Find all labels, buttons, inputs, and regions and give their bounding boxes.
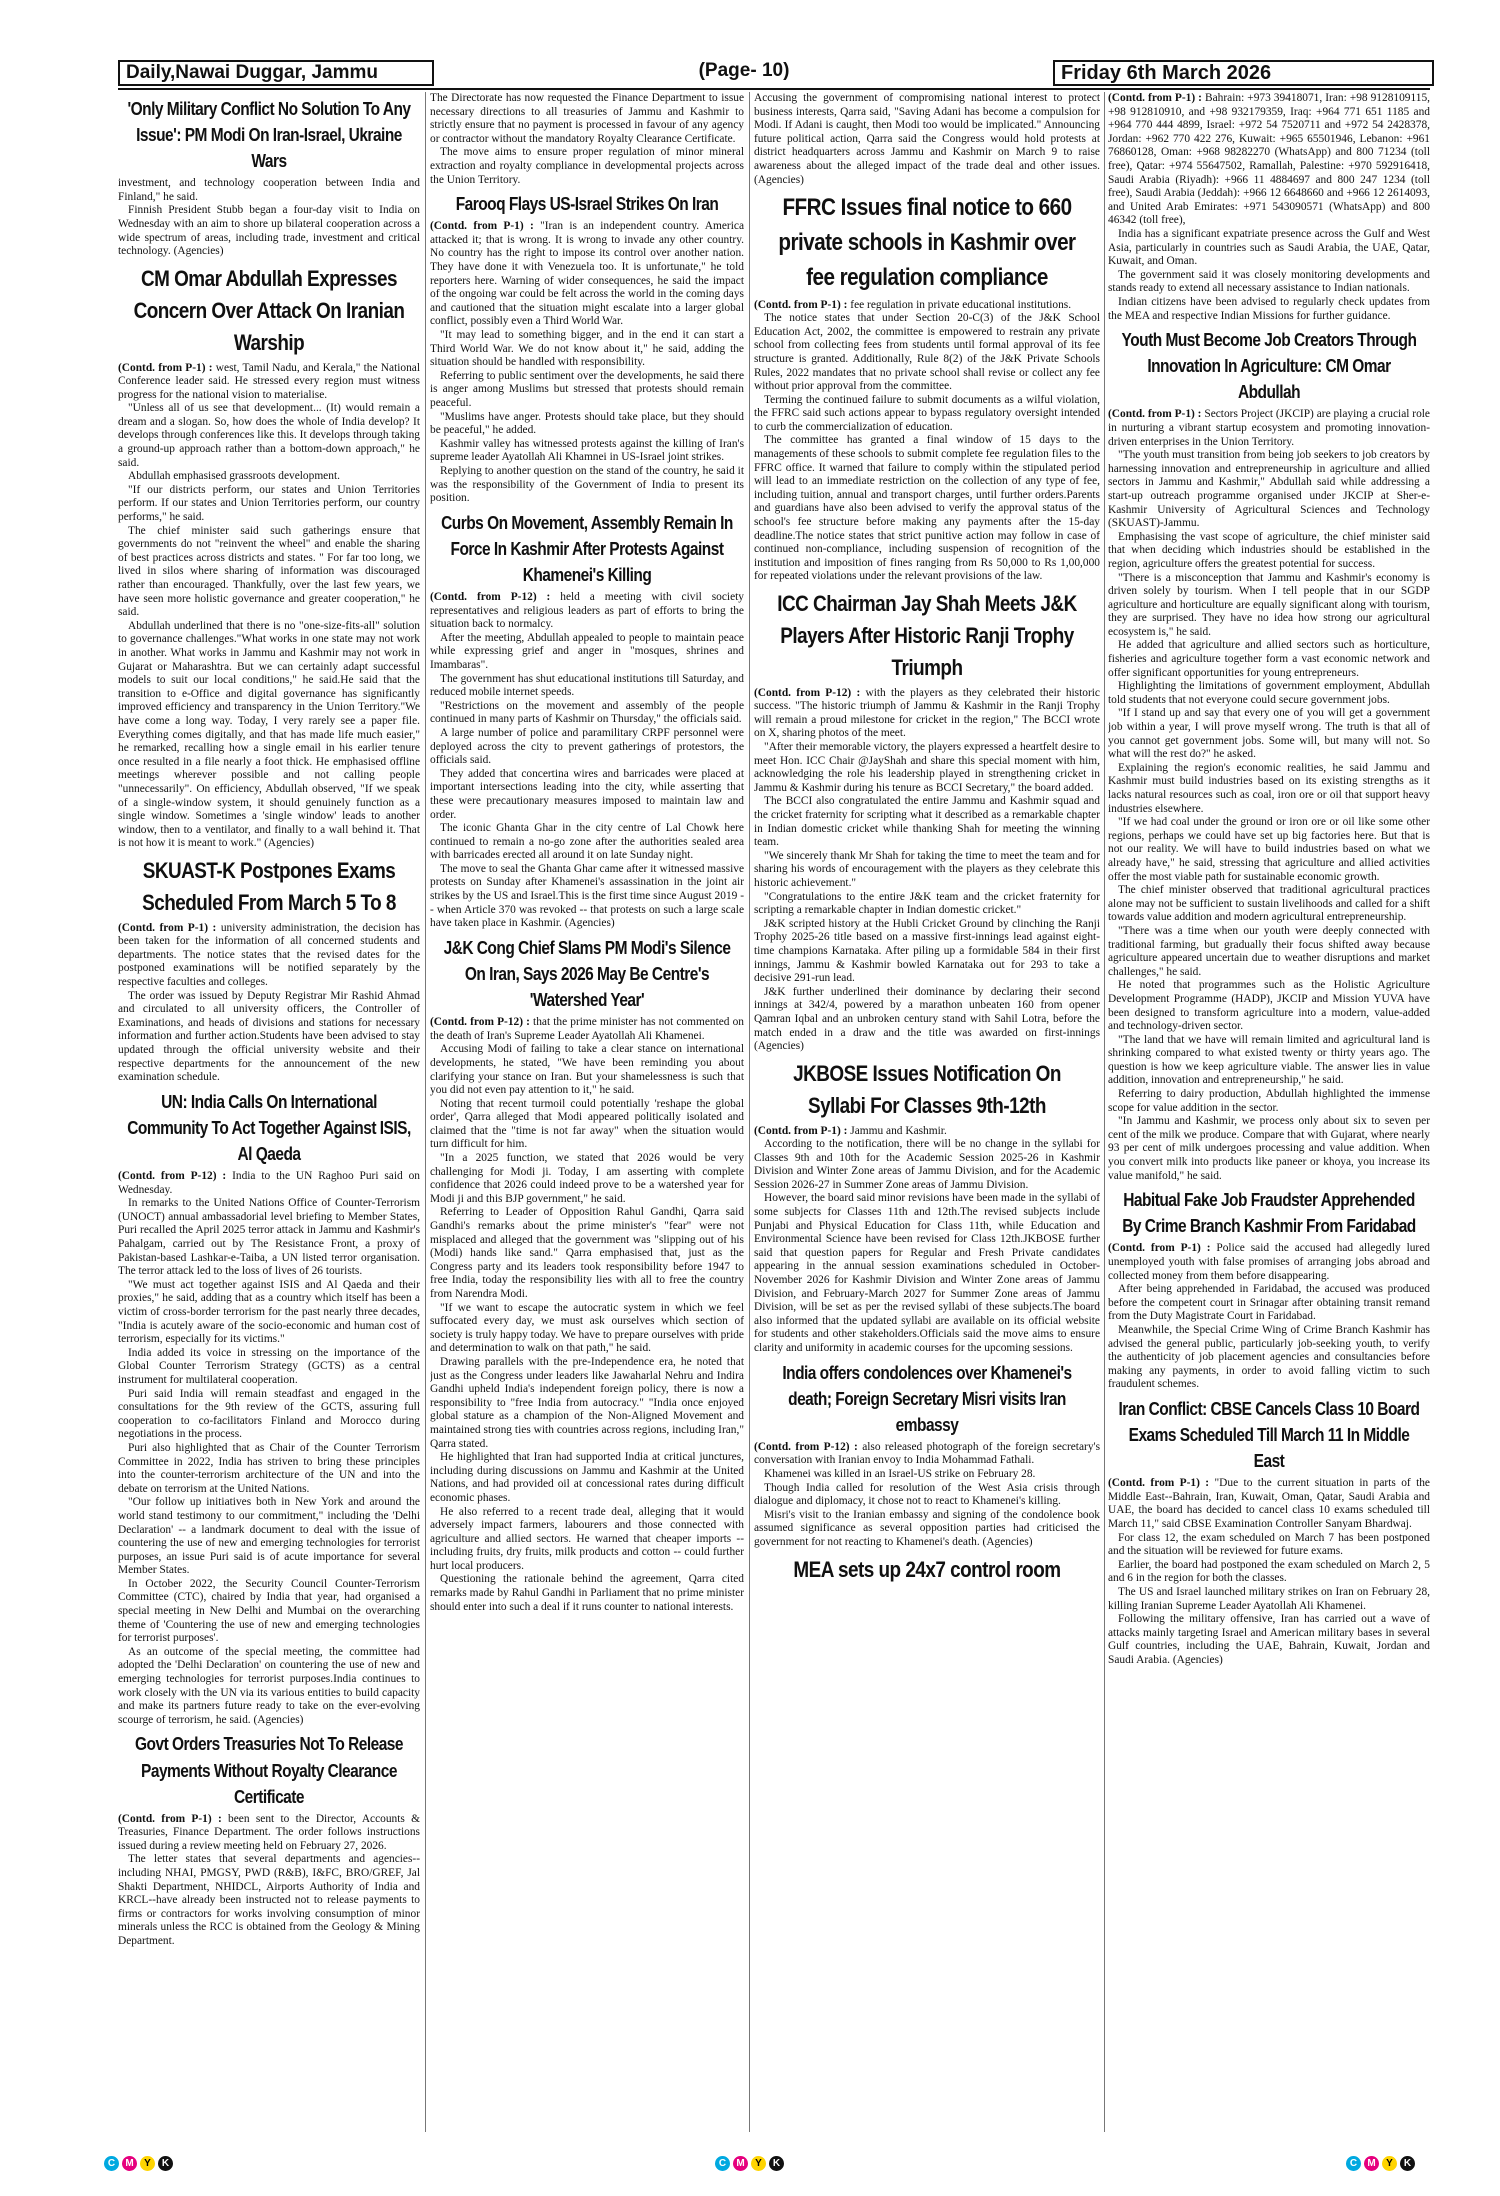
article-paragraph	[430, 1206, 744, 1301]
article-paragraph	[754, 312, 1100, 394]
paragraph-text: Earlier, the board had postponed the exam scheduled on March 2, 5 and 6 in the region for both the classes.	[1108, 1558, 1430, 1585]
article-paragraph	[430, 220, 744, 329]
article-paragraph	[430, 822, 744, 863]
article-paragraph	[430, 768, 744, 822]
article-paragraph	[1108, 531, 1430, 572]
paragraph-text: "There was a time when our youth were deeply connected with traditional farming, but gradually their focus shifted away because agriculture appeared uncertain due to weather disruptions and market challenges," he said.	[1108, 924, 1430, 978]
paragraph-text: Kashmir valley has witnessed protests against the killing of Iran's supreme leader Ayatollah Ali Khamnei in US-Israel joint strikes.	[430, 437, 744, 464]
paragraph-text: Khamenei was killed in an Israel-US strike on February 28.	[764, 1468, 1036, 1481]
continued-from-label: (Contd. from P-1) :	[754, 1124, 848, 1137]
paragraph-text: "Restrictions on the movement and assembly of the people continued in many parts of Kashmir on Thursday," the officials said.	[430, 699, 744, 726]
article-paragraph	[118, 1388, 420, 1442]
article-paragraph	[1108, 1115, 1430, 1183]
article	[754, 1058, 1100, 1356]
paragraph-text: "Congratulations to the entire J&K team and the cricket fraternity for scripting a remarkable chapter in Indian domestic cricket."	[754, 890, 1100, 917]
paragraph-text: "Iran is an independent country. America attacked it; that is wrong. It is wrong to invade any other country. No country has the right to impose its control over another nation. They have done it with Venezuela too. It is unfortunate," he told reporters here. Warning of wider consequences, he said the impact of the ongoing war could be felt across the world in the coming days and cautioned that the situation might escalate into a larger global conflict, possibly even a Third World War.	[430, 220, 744, 328]
article-headline: Iran Conflict: CBSE Cancels Class 10 Board Exams Scheduled Till March 11 In Middle East	[1118, 1398, 1420, 1472]
paragraph-text: The chief minister observed that traditional agricultural practices alone may not be sufficient to sustain livelihoods and called for a shift towards value addition and modern agricultural entrepreneurship.	[1108, 884, 1430, 924]
article-paragraph	[1108, 1477, 1430, 1531]
article-paragraph	[118, 1347, 420, 1388]
article-headline: ICC Chairman Jay Shah Meets J&K Players After Historic Ranji Trophy Triumph	[777, 591, 1077, 680]
continued-from-label: (Contd. from P-12) :	[754, 686, 861, 699]
yellow-dot: Y	[140, 2156, 155, 2171]
paragraph-text: The government has shut educational institutions till Saturday, and reduced mobile internet speeds.	[430, 672, 744, 699]
continued-from-label: (Contd. from P-12) :	[754, 1440, 858, 1453]
black-dot: K	[769, 2156, 784, 2171]
paragraph-text: also released photograph of the foreign secretary's conversation with Iranian envoy to India Mohammad Fathali.	[754, 1440, 1100, 1467]
yellow-dot: Y	[1382, 2156, 1397, 2171]
paragraph-text: Bahrain: +973 39418071, Iran: +98 9128109115, +98 912810910, and +98 932179359, Iraq: +964 771 651 1185 and +964 770 444 4899, Israel: +972 54 7520711 and +972 54 2428378, Jordan: +962 770 422 276, Kuwait: +965 65501946, Lebanon: +961 76860128, Oman: +968 98282270 (WhatsApp) and 800 71234 (toll free), Qatar: +974 55647502, Ramallah, Palestine: +970 592916418, Saudi Arabia (Riyadh): +966 11 4884697 and 800 247 1234 (toll free), Saudi Arabia (Jeddah): +966 12 6648660 and +966 12 2614093, and United Arab Emirates: +971 543090571 (WhatsApp) and 800 46342 (toll free),	[1108, 92, 1430, 227]
masthead-rule	[118, 88, 1430, 90]
paragraph-text: The Directorate has now requested the Finance Department to issue necessary directions to all treasuries of Jammu and Kashmir to strictly ensure that no payment is processed in favour of any agency or contractor without the mandatory Royalty Clearance Certificate.	[430, 92, 744, 145]
paragraph-text: Indian citizens have been advised to regularly check updates from the MEA and respective Indian Missions for further guidance.	[1108, 295, 1430, 322]
paragraph-text: fee regulation in private educational institutions.	[850, 298, 1072, 311]
column-2	[430, 92, 744, 2132]
article-paragraph	[118, 1496, 420, 1578]
paragraph-text: Explaining the region's economic realities, he said Jammu and Kashmir must build industries based on its existing strengths as it lacks natural resources such as coal, iron ore or oil that support heavy industries elsewhere.	[1108, 761, 1430, 815]
column-divider	[749, 92, 750, 2132]
article-paragraph	[118, 525, 420, 620]
article	[118, 263, 420, 851]
article	[754, 92, 1100, 187]
article-paragraph	[430, 700, 744, 727]
paragraph-text: He highlighted that Iran had supported India at critical junctures, including during discussions on Jammu and Kashmir at the United Nations, and had provided oil at concessional rates during difficult economic phases.	[430, 1451, 744, 1504]
article-paragraph	[1108, 762, 1430, 816]
article-paragraph	[430, 1506, 744, 1574]
continued-from-label: (Contd. from P-12) :	[430, 1016, 530, 1029]
article	[430, 510, 744, 931]
paragraph-text: Highlighting the limitations of government employment, Abdullah told students that not everyone could secure government jobs.	[1108, 680, 1430, 706]
continued-from-label: (Contd. from P-1) :	[430, 220, 534, 233]
article-paragraph	[430, 1043, 744, 1097]
cyan-dot: C	[715, 2156, 730, 2171]
article-paragraph	[754, 918, 1100, 986]
article-paragraph	[118, 1170, 420, 1197]
paragraph-text: The notice states that under Section 20-C(3) of the J&K School Education Act, 2002, the committee is empowered to restrain any private school from collecting fees from students until formal approval of its fee structure is granted. Additionally, Rule 8(2) of the J&K Private Schools Rules, 2022 mandates that no private school shall revise or collect any fee without prior approval from the committee.	[754, 312, 1100, 393]
article-paragraph	[1108, 1324, 1430, 1392]
paragraph-text: India to the UN Raghoo Puri said on Wednesday.	[118, 1170, 420, 1196]
paragraph-text: Sectors Project (JKCIP) are playing a crucial role in nurturing a vibrant startup ecosystem and promoting innovation-driven enterprises in the Union Territory.	[1108, 408, 1430, 448]
article-paragraph	[118, 1197, 420, 1279]
article-body	[118, 362, 420, 851]
article-body	[1108, 92, 1430, 323]
paragraph-text: Referring to Leader of Opposition Rahul Gandhi, Qarra said Gandhi's remarks about the prime minister's "fear" were not misplaced and alleged that the government was "slipping out of his (Modi) hands like sand." Qarra emphasised that, just as the Congress party and its leaders took responsibility before 1947 to free India, today the responsibility lies with all to free the country from Narendra Modi.	[430, 1206, 744, 1300]
paragraph-text: India added its voice in stressing on the importance of the Global Counter Terrorism Strategy (GCTS) as a central instrument for multilateral cooperation.	[118, 1346, 420, 1386]
cyan-dot: C	[1346, 2156, 1361, 2171]
article	[754, 1360, 1100, 1550]
paragraph-text: The US and Israel launched military strikes on Iran on February 28, killing Iranian Supreme Leader Ayatollah Ali Khamenei.	[1108, 1585, 1430, 1612]
paragraph-text: "Due to the current situation in parts of the Middle East--Bahrain, Iran, Kuwait, Oman, Qatar, Saudi Arabia and UAE, the board has decided to cancel class 10 exams scheduled till March 11," said CBSE Examination Controller Sanyam Bhardwaj.	[1108, 1477, 1430, 1530]
article-headline: Govt Orders Treasuries Not To Release Payments Without Royalty Clearance Certificate	[135, 1734, 403, 1807]
article-paragraph	[118, 484, 420, 525]
article-headline: UN: India Calls On International Community To Act Together Against ISIS, Al Qaeda	[127, 1091, 411, 1164]
article-paragraph	[1108, 1586, 1430, 1613]
paragraph-text: J&K further underlined their dominance by declaring their second innings at 342/4, powered by a marathon unbeaten 160 from opener Qamran Iqbal and an unbroken century stand with Sahil Lotra, before the match ended in a draw and the title was awarded on first-innings (Agencies)	[754, 985, 1100, 1053]
paragraph-text: with the players as they celebrated their historic success. "The historic triumph of Jammu & Kashmir in the Ranji Trophy will remain a proud milestone for cricket in the region," The BCCI wrote on X, sharing photos of the meet.	[754, 686, 1100, 740]
article-paragraph	[1108, 925, 1430, 979]
article-paragraph	[1108, 449, 1430, 531]
paragraph-text: In remarks to the United Nations Office of Counter-Terrorism (UNOCT) annual ambassadorial level briefing to Member States, Puri recalled the April 2025 terror attack in Jammu and Kashmir's Pahalgam, carried out by The Resistance Front, a proxy of Pakistan-based Lashkar-e-Taiba, a UN listed terror organisation. The terror attack led to the loss of lives of 26 tourists.	[118, 1197, 420, 1278]
cmyk-registration-left	[104, 2156, 173, 2171]
paper-name: Daily,Nawai Duggar, Jammu	[118, 60, 434, 86]
article-paragraph	[118, 204, 420, 258]
article-headline: 'Only Military Conflict No Solution To Any Issue': PM Modi On Iran-Israel, Ukraine Wars	[127, 99, 411, 172]
article-paragraph	[754, 891, 1100, 918]
article-paragraph	[118, 990, 420, 1085]
article-body	[754, 1125, 1100, 1356]
article-paragraph	[118, 362, 420, 403]
paragraph-text: India has a significant expatriate presence across the Gulf and West Asia, particularly in countries such as Saudi Arabia, the UAE, Qatar, Kuwait, and Oman.	[1108, 227, 1430, 268]
paragraph-text: Replying to another question on the stand of the country, he said it was the responsibility of the Government of India to present its position.	[430, 464, 744, 505]
cmyk-registration-right	[1346, 2156, 1415, 2171]
article-paragraph	[118, 1279, 420, 1347]
article-paragraph	[1108, 269, 1430, 296]
article-paragraph	[430, 370, 744, 411]
paragraph-text: "The land that we have will remain limited and agricultural land is shrinking compared to what existed twenty or thirty years ago. The question is how we keep agriculture viable. The answer lies in value addition, innovation and entrepreneurship," he said.	[1108, 1033, 1430, 1087]
article-body	[754, 687, 1100, 1054]
column-divider	[425, 92, 426, 2132]
article-paragraph	[430, 1152, 744, 1206]
article-paragraph	[430, 92, 744, 146]
paragraph-text: that the prime minister has not commented on the death of Iran's Supreme Leader Ayatollah Ali Khamenei.	[430, 1016, 744, 1042]
article	[1108, 327, 1430, 1183]
article-paragraph	[1108, 680, 1430, 707]
paragraph-text: However, the board said minor revisions have been made in the syllabi of some subjects for Classes 11th and 12th.The revised subjects include Punjabi and Physical Education for Class 11th, while Education and Environmental Science have been revised for Class 12th.JKBOSE further said that question papers for Regular and Fresh Private candidates appearing in the annual session examinations scheduled in October-November 2026 for Kashmir Division and Winter Zone areas of Jammu Division, and February-March 2027 for Summer Zone areas of Jammu Division, will be set as per the revised syllabi of these subjects.The board also informed that the updated syllabi are available on its official website for students and other stakeholders.Officials said the move aims to ensure clarity and uniformity in academic courses for the upcoming sessions.	[754, 1192, 1100, 1354]
paragraph-text: "Muslims have anger. Protests should take place, but they should be peaceful," he added.	[430, 410, 744, 437]
article-paragraph	[430, 1098, 744, 1152]
paragraph-text: "The youth must transition from being job seekers to job creators by harnessing innovation and entrepreneurship in agriculture and allied sectors in Jammu and Kashmir," Abdullah said while addressing a start-up outreach programme organised under JKCIP at Sher-e-Kashmir University of Agricultural Sciences and Technology (SKUAST)-Jammu.	[1108, 449, 1430, 530]
column-4	[1108, 92, 1430, 2132]
paragraph-text: As an outcome of the special meeting, the committee had adopted the 'Delhi Declaration' on countering the use of new and emerging technologies for terrorist purposes.India continues to work closely with the UN via its various entities to build capacity and make its partners future ready to take on the ever-evolving scourge of terrorism, he said. (Agencies)	[118, 1645, 420, 1726]
paragraph-text: Puri also highlighted that as Chair of the Counter Terrorism Committee in 2022, India has striven to bring these principles into the counter-terrorism architecture of the UN and into the debate on terrorism at the United Nations.	[118, 1441, 420, 1495]
continued-from-label: (Contd. from P-1) :	[118, 1812, 222, 1825]
article-body	[754, 92, 1100, 187]
article-paragraph	[1108, 572, 1430, 640]
yellow-dot: Y	[751, 2156, 766, 2171]
article-paragraph	[118, 470, 420, 484]
article	[430, 935, 744, 1614]
article-paragraph	[1108, 408, 1430, 449]
paragraph-text: Police said the accused had allegedly lured unemployed youth with false promises of arranging jobs abroad and collected money from them before disappearing.	[1108, 1242, 1430, 1282]
paragraph-text: The BCCI also congratulated the entire Jammu and Kashmir squad and the cricket fraternity for scripting what it described as a remarkable chapter in Indian domestic cricket while thanking Shah for meeting the winning team.	[754, 795, 1100, 849]
article-paragraph	[1108, 1034, 1430, 1088]
article-headline: J&K Cong Chief Slams PM Modi's Silence On Iran, Says 2026 May Be Centre's 'Watershed Year'	[443, 937, 731, 1011]
issue-date: Friday 6th March 2026	[1053, 60, 1434, 86]
paragraph-text: Abdullah emphasised grassroots development.	[128, 470, 340, 483]
article-paragraph	[430, 591, 744, 632]
article-headline: JKBOSE Issues Notification On Syllabi For Classes 9th-12th	[793, 1060, 1061, 1118]
article-paragraph	[1108, 816, 1430, 884]
article-paragraph	[1108, 1242, 1430, 1283]
paragraph-text: "We sincerely thank Mr Shah for taking the time to meet the team and for sharing his words of encouragement with the players as they celebrate this historic achievement."	[754, 849, 1100, 889]
paragraph-text: investment, and technology cooperation between India and Finland," he said.	[118, 177, 420, 203]
paragraph-text: Accusing Modi of failing to take a clear stance on international developments, he stated, "We have been reminding you about clarifying your stance on Iran. But your shamelessness is such that you did not even pay attention to it," he said.	[430, 1043, 744, 1097]
article-body	[754, 1441, 1100, 1550]
paragraph-text: A large number of police and paramilitary CRPF personnel were deployed across the city to prevent gatherings of protestors, the officials said.	[430, 726, 744, 767]
article-headline: Farooq Flays US-Israel Strikes On Iran	[455, 194, 719, 215]
article-paragraph	[754, 92, 1100, 187]
article-headline: Curbs On Movement, Assembly Remain In Force In Kashmir After Protests Against Khamenei's Killing	[441, 512, 733, 585]
article	[1108, 1187, 1430, 1392]
article	[118, 96, 420, 259]
article-paragraph	[430, 1016, 744, 1043]
paragraph-text: The committee has granted a final window of 15 days to the managements of these schools to submit complete fee regulation files to the FFRC office. It warned that failure to comply within the stipulated period will lead to an immediate restriction on the collection of any type of fee, including tuition, annual and transport charges, until further orders.Parents and guardians have also been advised to verify the approval status of the school's fee structure before making any payments after the 15-day deadline.The notice states that strict punitive action may follow in case of continued non-compliance, including suspension of recognition of the institution and imposition of fines ranging from Rs 50,000 to Rs 1,00,000 for repeated violations under the relevant provisions of the law.	[754, 434, 1100, 583]
continued-from-label: (Contd. from P-12) :	[430, 591, 551, 603]
article-paragraph	[754, 741, 1100, 795]
magenta-dot: M	[1364, 2156, 1379, 2171]
article-paragraph	[1108, 884, 1430, 925]
paragraph-text: Drawing parallels with the pre-Independence era, he noted that just as the Congress under leaders like Jawaharlal Nehru and Indira Gandhi upheld India's independent foreign policy, there is now a responsibility to "free India from autocracy." "India once enjoyed global stature as a champion of the Non-Aligned Movement and maintained strong ties with countries across regions, including Iran," Qarra stated.	[430, 1355, 744, 1450]
article-paragraph	[754, 795, 1100, 849]
article-paragraph	[118, 922, 420, 990]
article-paragraph	[118, 1646, 420, 1728]
paragraph-text: "After their memorable victory, the players expressed a heartfelt desire to meet Hon. ICC Chair @JayShah and share this special moment with him, acknowledging the role his leadership played in strengthening cricket in Jammu & Kashmir during his tenure as BCCI Secretary," the board added.	[754, 741, 1100, 794]
article-paragraph	[754, 850, 1100, 891]
article	[754, 588, 1100, 1054]
article	[754, 1554, 1100, 1586]
article-body	[1108, 1477, 1430, 1667]
continued-from-label: (Contd. from P-1) :	[1108, 1477, 1210, 1490]
article-headline: Habitual Fake Job Fraudster Apprehended By Crime Branch Kashmir From Faridabad	[1122, 1190, 1416, 1237]
paragraph-text: After being apprehended in Faridabad, the accused was produced before the competent court in Srinagar after obtaining transit remand from the Duty Magistrate Court in Faridabad.	[1108, 1283, 1430, 1323]
article-body	[118, 1813, 420, 1949]
paragraph-text: "Our follow up initiatives both in New York and around the world stand testimony to our commitment," including the 'Delhi Declaration' -- a landmark document to deal with the issue of countering the use of new and emerging technologies for terrorist purposes, an issue Puri said is of acute importance for several Member States.	[118, 1496, 420, 1577]
article-paragraph	[430, 1451, 744, 1505]
paragraph-text: The iconic Ghanta Ghar in the city centre of Lal Chowk here continued to remain a no-go zone after the authorities sealed area with barricades erected all around it on late Sunday night.	[430, 822, 744, 862]
paragraph-text: The chief minister said such gatherings ensure that governments do not "reinvent the wheel" and enable the sharing of best practices across districts and states. " For far too long, we lived in silos where sharing of information was discouraged rather than encouraged. Thankfully, over the last few years, we have seen more holistic governance and greater cooperation," he said.	[118, 524, 420, 619]
paragraph-text: He noted that programmes such as the Holistic Agriculture Development Programme (HADP), JKCIP and Mission YUVA have been designed to transform agriculture into a modern, value-added and technology-driven sector.	[1108, 979, 1430, 1033]
article-paragraph	[754, 986, 1100, 1054]
article-headline: India offers condolences over Khamenei's death; Foreign Secretary Misri visits Iran embassy	[782, 1362, 1072, 1435]
article-paragraph	[118, 1442, 420, 1496]
paragraph-text: "It may lead to something bigger, and in the end it can start a Third World War. We do not know about it," he said, adding the situation should be handled with responsibility.	[430, 329, 744, 369]
article	[118, 1731, 420, 1948]
article-paragraph	[1108, 1283, 1430, 1324]
paragraph-text: Accusing the government of compromising national interest to protect business interests, Qarra said, "Saving Adani has become a compulsion for Modi. If Adani is caught, then Modi too would be implicated." Announcing future political action, Qarra said the Congress would hold protests at district headquarters across Jammu and Kashmir on March 9 to raise awareness about the alleged impact of the trade deal and other issues. (Agencies)	[754, 92, 1100, 186]
article-headline: CM Omar Abdullah Expresses Concern Over Attack On Iranian Warship	[133, 265, 405, 355]
article-paragraph	[754, 434, 1100, 584]
article-paragraph	[118, 1578, 420, 1646]
article-paragraph	[1108, 639, 1430, 680]
paragraph-text: He also referred to a recent trade deal, alleging that it would adversely impact farmers, labourers and those connected with agriculture and allied sectors. He warned that cheaper imports -- including fruits, dry fruits, milk products and cotton -- could further hurt local producers.	[430, 1505, 744, 1572]
article-body	[118, 922, 420, 1085]
article-paragraph	[1108, 1532, 1430, 1559]
paragraph-text: After the meeting, Abdullah appealed to people to maintain peace while expressing grief and anger in "mosques, shrines and Imambaras".	[430, 631, 744, 671]
black-dot: K	[1400, 2156, 1415, 2171]
article-headline: Youth Must Become Job Creators Through Innovation In Agriculture: CM Omar Abdullah	[1121, 330, 1417, 403]
paragraph-text: Jammu and Kashmir.	[850, 1124, 947, 1137]
article-paragraph	[118, 1853, 420, 1948]
article-body	[1108, 408, 1430, 1183]
paragraph-text: Emphasising the vast scope of agriculture, the chief minister said that when deciding which industries should be established in the region, agriculture offers the greatest potential for success.	[1108, 530, 1430, 570]
article-paragraph	[1108, 979, 1430, 1033]
paragraph-text: For class 12, the exam scheduled on March 7 has been postponed and the situation will be reviewed for future exams.	[1108, 1531, 1430, 1558]
article-paragraph	[430, 411, 744, 438]
article-paragraph	[754, 1125, 1100, 1139]
article-headline: FFRC Issues final notice to 660 private schools in Kashmir over fee regulation compliance	[778, 194, 1076, 291]
column-1	[118, 92, 420, 2132]
paragraph-text: Misri's visit to the Iranian embassy and signing of the condolence book assumed significance as several opposition parties had criticised the government for not reacting to Khamenei's death. (Agencies)	[754, 1508, 1100, 1549]
article-paragraph	[430, 1302, 744, 1356]
paragraph-text: held a meeting with civil society representatives and religious leaders as part of efforts to bring the situation back to normalcy.	[430, 591, 744, 631]
paragraph-text: "If we want to escape the autocratic system in which we feel suffocated every day, we must ask ourselves which section of society is truly happy today. We have to prepare ourselves with pride and determination to walk on that path," he said.	[430, 1301, 744, 1355]
paragraph-text: The move aims to ensure proper regulation of minor mineral extraction and royalty compliance in developmental projects across the Union Territory.	[430, 146, 744, 186]
cmyk-registration-center	[715, 2156, 784, 2171]
article-headline: MEA sets up 24x7 control room	[793, 1556, 1061, 1582]
paragraph-text: west, Tamil Nadu, and Kerala," the National Conference leader said. He stressed every region must witness progress for the national vision to materialise.	[118, 361, 420, 401]
page-number: (Page- 10)	[698, 60, 790, 81]
masthead	[118, 60, 1430, 84]
paragraph-text: According to the notification, there will be no change in the syllabi for Classes 9th and 10th for the Academic Session 2025-26 in Kashmir Division and Winter Zone areas of Jammu Division, and for the Academic Session 2026-27 in Summer Zone areas of Jammu Division.	[754, 1138, 1100, 1191]
article-paragraph	[430, 863, 744, 931]
article-paragraph	[754, 687, 1100, 741]
article	[754, 191, 1100, 584]
article-paragraph	[118, 177, 420, 204]
article-body	[430, 220, 744, 505]
column-3	[754, 92, 1100, 2132]
paragraph-text: been sent to the Director, Accounts & Treasuries, Finance Department. The order follows instructions issued during a review meeting held on February 27, 2026.	[118, 1812, 420, 1852]
article-paragraph	[118, 1813, 420, 1854]
continued-from-label: (Contd. from P-1) :	[1108, 408, 1202, 421]
article-body	[118, 177, 420, 259]
continued-from-label: (Contd. from P-1) :	[1108, 92, 1202, 104]
paragraph-text: "If we had coal under the ground or iron ore or oil like some other regions, perhaps we could have set up big factories here. But that is not our reality. We will have to build industries based on what we already have," he said, stressing that agriculture and allied activities offer the most viable path for sustainable economic growth.	[1108, 816, 1430, 883]
article-paragraph	[754, 299, 1100, 313]
article-body	[430, 92, 744, 187]
paragraph-text: The order was issued by Deputy Registrar Mir Rashid Ahmad and circulated to all university officers, the Controller of Examinations, and heads of divisions and stations for necessary information and further action.Students have been advised to stay updated through the official university website and their respective departments for the announcement of the new examination schedule.	[118, 989, 420, 1084]
magenta-dot: M	[122, 2156, 137, 2171]
article	[430, 191, 744, 506]
article-body	[430, 591, 744, 931]
article-paragraph	[430, 465, 744, 506]
article-body	[1108, 1242, 1430, 1392]
article-paragraph	[1108, 296, 1430, 323]
article-paragraph	[430, 438, 744, 465]
article-paragraph	[1108, 707, 1430, 761]
paragraph-text: The move to seal the Ghanta Ghar came after it witnessed massive protests on Sunday after Khamenei's assassination in the joint air strikes by the US and Israel.This is the first time since August 2019 -- when Article 370 was revoked -- that protests on such a large scale have taken place in Kashmir. (Agencies)	[430, 862, 744, 930]
paragraph-text: Though India called for resolution of the West Asia crisis through dialogue and diplomacy, it chose not to react to Khamenei's killing.	[754, 1481, 1100, 1508]
column-divider	[1104, 92, 1105, 2132]
article-paragraph	[118, 402, 420, 470]
paragraph-text: university administration, the decision has been taken for the information of all concerned students and departments. The notice states that the revised dates for the postponed examinations will be notified separately by the respective faculties and colleges.	[118, 921, 420, 989]
article-paragraph	[1108, 92, 1430, 228]
article-paragraph	[430, 1573, 744, 1614]
article-paragraph	[1108, 1088, 1430, 1115]
paragraph-text: Following the military offensive, Iran has carried out a wave of attacks mainly targeting Israel and American military bases in several Gulf countries, including the UAE, Bahrain, Kuwait, Jordan and Saudi Arabia. (Agencies)	[1108, 1613, 1430, 1666]
paragraph-text: He added that agriculture and allied sectors such as horticulture, fisheries and agriculture together form a vast economic network and offer significant opportunities for young entrepreneurs.	[1108, 639, 1430, 679]
article	[1108, 92, 1430, 323]
article-paragraph	[1108, 228, 1430, 269]
paragraph-text: Meanwhile, the Special Crime Wing of Crime Branch Kashmir has advised the general public, particularly job-seeking youth, to verify the authenticity of job placement agencies and consultancies before making any payments, in order to avoid falling victim to such fraudulent schemes.	[1108, 1323, 1430, 1391]
article-paragraph	[1108, 1559, 1430, 1586]
page-footer	[0, 2156, 1500, 2176]
paragraph-text: The government said it was closely monitoring developments and stands ready to extend all necessary assistance to Indian nationals.	[1108, 268, 1430, 295]
black-dot: K	[158, 2156, 173, 2171]
article-paragraph	[430, 329, 744, 370]
paragraph-text: Noting that recent turmoil could potentially 'reshape the global order', Qarra alleged that Modi appeared politically isolated and claimed that the "time is not far away" when the situation would turn difficult for him.	[430, 1097, 744, 1151]
article-paragraph	[430, 727, 744, 768]
paragraph-text: Finnish President Stubb began a four-day visit to India on Wednesday with an aim to shore up bilateral cooperation across a wide spectrum of areas, including trade, investment and critical technology. (Agencies)	[118, 204, 420, 258]
article-paragraph	[1108, 1613, 1430, 1667]
article	[430, 92, 744, 187]
paragraph-text: "We must act together against ISIS and Al Qaeda and their proxies," he said, adding that as a country which itself has been a victim of cross-border terrorism for the past nearly three decades, "India is acutely aware of the socio-economic and human cost of terrorism, especially for its victims."	[118, 1278, 420, 1346]
continued-from-label: (Contd. from P-1) :	[118, 361, 213, 374]
paragraph-text: "Unless all of us see that development... (It) would remain a dream and a slogan. So, how does the whole of India develop? It develops through conferences like this. It develops through taking a ground-up approach rather than a bottom-down approach," he said.	[118, 402, 420, 469]
paragraph-text: In October 2022, the Security Council Counter-Terrorism Committee (CTC), chaired by India that year, had organised a special meeting in New Delhi and Mumbai on the overarching theme of 'Countering the use of new and emerging technologies for terrorist purposes'.	[118, 1577, 420, 1645]
article-paragraph	[754, 394, 1100, 435]
paragraph-text: The letter states that several departments and agencies--including NHAI, PMGSY, PWD (R&B), I&FC, BRO/GREF, Jal Shakti Department, NHIDCL, Airports Authority of India and KRCL--have already been instructed not to release payments to firms or contractors for works involving consumption of minor minerals unless the RCC is obtained from the Geology & Mining Department.	[118, 1853, 420, 1948]
paragraph-text: They added that concertina wires and barricades were placed at important intersections leading into the city, while asserting that these were precautionary measures imposed to maintain law and order.	[430, 767, 744, 821]
continued-from-label: (Contd. from P-12) :	[118, 1170, 227, 1183]
paragraph-text: "In Jammu and Kashmir, we process only about six to seven per cent of the milk we produce. Compare that with Gujarat, where nearly 93 per cent of milk undergoes processing and value addition. When you convert milk into products like paneer or khoya, you increase its value manifold," he said.	[1108, 1115, 1430, 1182]
article-paragraph	[754, 1482, 1100, 1509]
paragraph-text: J&K scripted history at the Hubli Cricket Ground by clinching the Ranji Trophy 2025-26 title based on a massive first-innings lead against eight-time champions Karnataka. After piling up a formidable 584 in their first innings, Jammu & Kashmir bowled Karnataka out for 293 to take a decisive 291-run lead.	[754, 917, 1100, 985]
article-paragraph	[754, 1192, 1100, 1355]
article-paragraph	[430, 146, 744, 187]
continued-from-label: (Contd. from P-1) :	[1108, 1242, 1211, 1255]
paragraph-text: "If I stand up and say that every one of you will get a government job within a year, I will prove myself wrong. The truth is that all of you cannot get government jobs. Some will, but many will not. So what will the rest do?" he asked.	[1108, 707, 1430, 761]
paragraph-text: Referring to dairy production, Abdullah highlighted the immense scope for value addition in the sector.	[1108, 1088, 1430, 1114]
paragraph-text: Questioning the rationale behind the agreement, Qarra cited remarks made by Rahul Gandhi in Parliament that no prime minister should enter into such a deal if it runs counter to national interests.	[430, 1573, 744, 1613]
paragraph-text: "There is a misconception that Jammu and Kashmir's economy is driven solely by tourism. When I tell people that in our SGDP agriculture and horticulture are equally significant along with tourism, they are surprised. They have no idea how strong our agricultural ecosystem is," he said.	[1108, 571, 1430, 638]
continued-from-label: (Contd. from P-1) :	[118, 921, 217, 934]
article-body	[430, 1016, 744, 1614]
cyan-dot: C	[104, 2156, 119, 2171]
article-paragraph	[754, 1441, 1100, 1468]
magenta-dot: M	[733, 2156, 748, 2171]
paragraph-text: Puri said India will remain steadfast and engaged in the consultations for the 9th review of the GCTS, assuring full cooperation to co-facilitators Finland and Morocco during negotiations in the process.	[118, 1387, 420, 1441]
paragraph-text: Terming the continued failure to submit documents as a wilful violation, the FFRC said such actions appear to bypass regulatory oversight intended to curb the commercialization of education.	[754, 393, 1100, 433]
article	[1108, 1396, 1430, 1668]
article-paragraph	[754, 1138, 1100, 1192]
article-paragraph	[754, 1509, 1100, 1550]
article-body	[754, 299, 1100, 584]
continued-from-label: (Contd. from P-1) :	[754, 298, 848, 311]
article-body	[118, 1170, 420, 1727]
article	[118, 855, 420, 1085]
paragraph-text: "If our districts perform, our states and Union Territories perform. If our states and Union Territories perform, our country performs," he said.	[118, 483, 420, 524]
paragraph-text: "In a 2025 function, we stated that 2026 would be very challenging for Modi ji. Today, I am asserting with complete confidence that 2026 could indeed prove to be a watershed year for Modi ji and this BJP government," he said.	[430, 1152, 744, 1205]
article	[118, 1089, 420, 1728]
article-paragraph	[430, 632, 744, 673]
paragraph-text: Abdullah underlined that there is no "one-size-fits-all" solution to governance challenges."What works in one state may not work in another. What works in Jammu and Kashmir may not work in Gujarat or Maharashtra. But we can certainly adapt successful models to suit our local conditions," he said.He said that the transition to e-Office and digital governance has significantly improved efficiency and transparency in the Union Territory."We have come a long way. Today, I very rarely see a paper file. Everything comes digitally, and that has made life much easier," he remarked, recalling how a single email in his earlier tenure once resulted in a file nearly a foot thick. He emphasised offline meetings wherever possible and not calling people "unnecessarily". On efficiency, Abdullah observed, "If we speak of a single-window system, it should genuinely function as a single window. Sometimes a 'single window' leads to another window, then to a ventilator, and finally to a wall behind it. That is not how it is meant to work." (Agencies)	[118, 619, 420, 850]
paragraph-text: Referring to public sentiment over the developments, he said there is anger among Muslims but stressed that protests should remain peaceful.	[430, 369, 744, 409]
article-paragraph	[430, 673, 744, 700]
article-headline: SKUAST-K Postpones Exams Scheduled From March 5 To 8	[142, 857, 396, 915]
article-paragraph	[430, 1356, 744, 1451]
article-paragraph	[754, 1468, 1100, 1482]
article-paragraph	[118, 620, 420, 851]
